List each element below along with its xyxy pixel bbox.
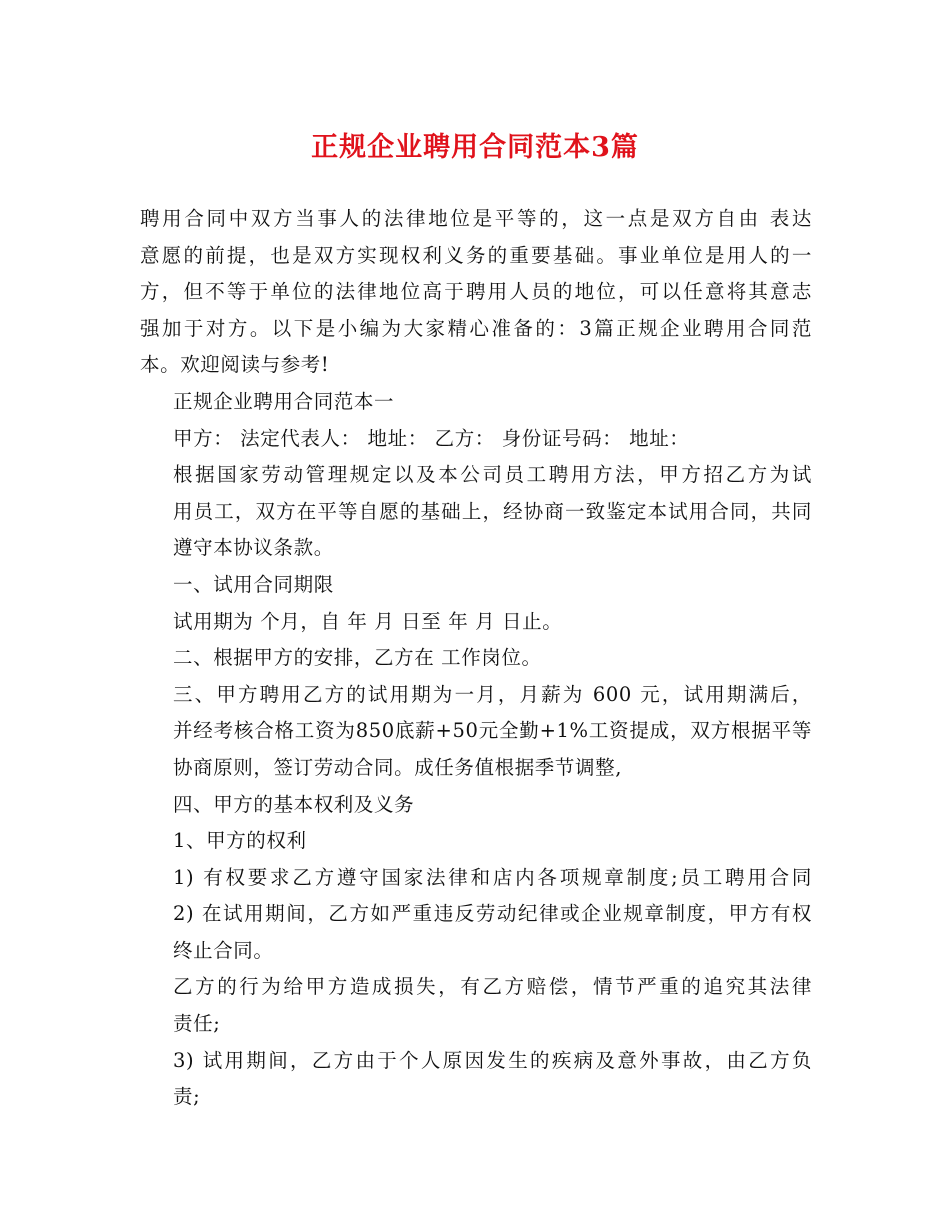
- paragraph: [140, 969, 812, 1042]
- text-line: 协商原则，签订劳动合同。成任务值根据季节调整,: [173, 755, 622, 779]
- text-line: 责任;: [173, 1012, 221, 1036]
- paragraph: [140, 823, 812, 860]
- text-line: 用员工，双方在平等自愿的基础上，经协商一致鉴定本试用合同，共同: [173, 499, 812, 523]
- paragraph: [140, 860, 812, 970]
- text-line: 试用期为 个月，自 年 月 日至 年 月 日止。: [173, 609, 563, 633]
- text-line: 正规企业聘用合同范本一: [173, 389, 395, 413]
- paragraph: [140, 640, 812, 677]
- text-line: 遵守本协议条款。: [173, 536, 334, 560]
- paragraph: [140, 421, 812, 458]
- text-line: 终止合同。: [173, 938, 274, 962]
- paragraph: [140, 384, 812, 421]
- text-line: 本。欢迎阅读与参考!: [140, 353, 330, 377]
- text-line: 3) 试用期间，乙方由于个人原因发生的疾病及意外事故，由乙方负: [173, 1048, 812, 1072]
- text-line: 1、甲方的权利: [173, 829, 307, 853]
- text-line: 强加于对方。以下是小编为大家精心准备的：3篇正规企业聘用合同范: [140, 316, 812, 340]
- text-line: 一、试用合同期限: [173, 572, 334, 596]
- paragraph: [140, 201, 812, 384]
- text-line: 三、甲方聘用乙方的试用期为一月，月薪为 600 元，试用期满后，: [173, 682, 812, 706]
- paragraph: [140, 457, 812, 567]
- text-line: 方，但不等于单位的法律地位高于聘用人员的地位，可以任意将其意志: [140, 280, 812, 304]
- paragraph: [140, 1043, 812, 1116]
- text-line: 2) 在试用期间，乙方如严重违反劳动纪律或企业规章制度，甲方有权: [173, 902, 812, 926]
- document-title: 正规企业聘用合同范本3篇: [311, 132, 639, 163]
- text-line: 聘用合同中双方当事人的法律地位是平等的，这一点是双方自由 表达: [140, 207, 812, 230]
- text-line: 四、甲方的基本权利及义务: [173, 792, 415, 816]
- text-line: 根据国家劳动管理规定以及本公司员工聘用方法，甲方招乙方为试: [173, 463, 812, 487]
- text-line: 乙方的行为给甲方造成损失，有乙方赔偿，情节严重的追究其法律: [173, 975, 812, 999]
- text-line: 并经考核合格工资为850底薪+50元全勤+1%工资提成，双方根据平等: [173, 719, 812, 743]
- paragraph: [140, 567, 812, 604]
- paragraph: [140, 787, 812, 824]
- text-line: 甲方： 法定代表人： 地址： 乙方： 身份证号码： 地址：: [173, 426, 690, 450]
- text-line: 意愿的前提，也是双方实现权利义务的重要基础。事业单位是用人的一: [140, 243, 812, 267]
- paragraph: [140, 677, 812, 787]
- paragraph: [140, 604, 812, 641]
- text-line: 二、根据甲方的安排，乙方在 工作岗位。: [173, 646, 542, 670]
- document-body: [140, 201, 812, 1116]
- text-line: 1) 有权要求乙方遵守国家法律和店内各项规章制度;员工聘用合同: [173, 865, 812, 889]
- text-line: 责;: [173, 1085, 201, 1109]
